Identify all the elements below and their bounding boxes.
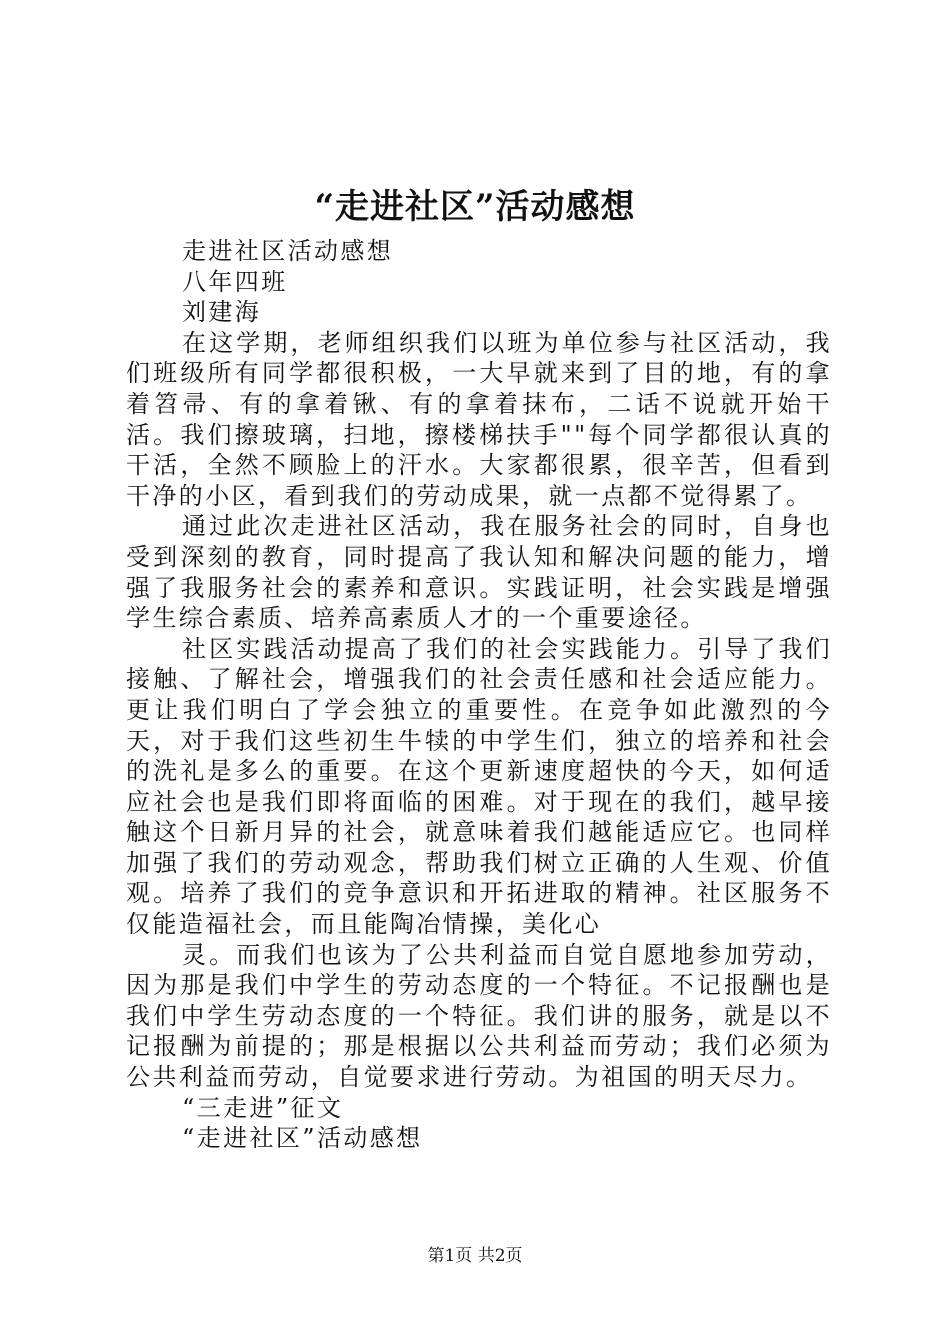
paragraph-class: 八年四班 — [182, 267, 288, 296]
document-title: “走进社区”活动感想 — [314, 187, 636, 227]
paragraph-body: 社区实践活动提高了我们的社会实践能力。引导了我们接触、了解社会，增强我们的社会责任感和社会适应能力。更让我们明白了学会独立的重要性。在竞争如此激烈的今天，对于我们这些初生牛犊的中学生们，独立的培养和社会的洗礼是多么的重要。在这个更新速度超快的今天，如何适应社会也是我们即将面临的困难。对于现在的我们，越早接触这个日新月异的社会，就意味着我们越能适应它。也同样加强了我们的劳动观念，帮助我们树立正确的人生观、价值观。培养了我们的竞争意识和开拓进取的精神。社区服务不仅能造福社会，而且能陶冶情操，美化心 — [126, 634, 832, 939]
paragraph-body: 灵。而我们也该为了公共利益而自觉自愿地参加劳动，因为那是我们中学生的劳动态度的一个特征。不记报酬也是我们中学生劳动态度的一个特征。我们讲的服务，就是以不记报酬为前提的；那是根据以公共利益而劳动；我们必须为公共利益而劳动，自觉要求进行劳动。为祖国的明天尽力。 — [126, 940, 832, 1092]
paragraph-body: 通过此次走进社区活动，我在服务社会的同时，自身也受到深刻的教育，同时提高了我认知和解决问题的能力，增强了我服务社会的素养和意识。实践证明，社会实践是增强学生综合素质、培养高素质人才的一个重要途径。 — [126, 512, 832, 633]
paragraph-essay-title: “走进社区”活动感想 — [182, 1124, 423, 1153]
page-number: 第1页 共2页 — [427, 1246, 523, 1266]
paragraph-essay-tag: “三走进”征文 — [182, 1093, 344, 1122]
paragraph-author: 刘建海 — [182, 298, 262, 327]
paragraph-subtitle: 走进社区活动感想 — [182, 237, 394, 265]
paragraph-body: 在这学期，老师组织我们以班为单位参与社区活动，我们班级所有同学都很积极，一大早就来到了目的地，有的拿着笤帚、有的拿着锹、有的拿着抹布，二话不说就开始干活。我们擦玻璃，扫地，擦楼梯扶手""每个同学都很认真的干活，全然不顾脸上的汗水。大家都很累，很辛苦，但看到干净的小区，看到我们的劳动成果，就一点都不觉得累了。 — [126, 328, 832, 510]
document-body — [126, 236, 832, 1154]
